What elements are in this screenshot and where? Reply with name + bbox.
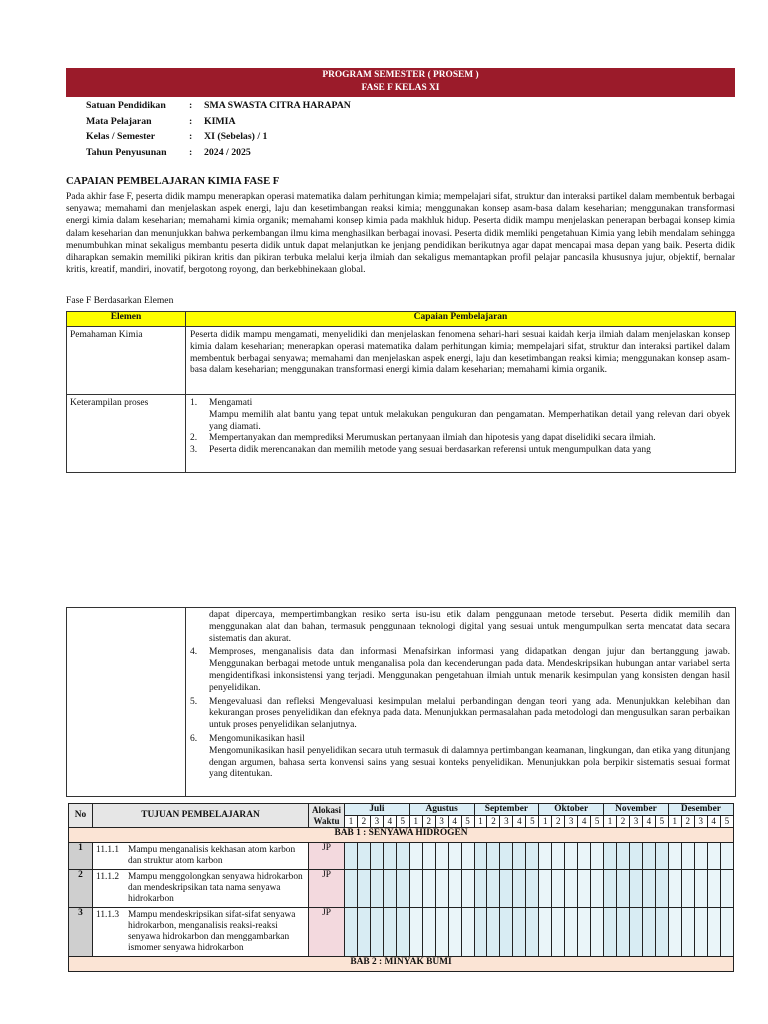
schedule-cell[interactable]	[357, 843, 370, 870]
list-number: 2.	[190, 433, 198, 444]
list-item	[190, 734, 730, 746]
schedule-cell[interactable]	[422, 908, 435, 957]
week-number: 2	[487, 816, 500, 828]
list-body: Mengomunikasikan hasil penyelidikan secara utuh termasuk di dalamnya pertimbangan keamanan, lingkungan, dan etika yang ditunjang dengan argumen, bahasa serta konvensi sains yang sesuai konteks penyelidikan. Menunjukkan pola berpikir sistematis sesuai format yang ditentukan.	[209, 745, 730, 780]
schedule-cell[interactable]	[604, 870, 617, 908]
schedule-cell[interactable]	[383, 843, 396, 870]
row-objective	[93, 908, 309, 957]
schedule-cell[interactable]	[513, 870, 526, 908]
row-alokasi: JP	[309, 870, 345, 908]
schedule-cell[interactable]	[345, 843, 358, 870]
week-number: 3	[629, 816, 642, 828]
schedule-cell[interactable]	[435, 870, 448, 908]
capaian-table	[66, 311, 736, 473]
schedule-cell[interactable]	[552, 870, 565, 908]
schedule-cell[interactable]	[591, 908, 604, 957]
schedule-cell[interactable]	[604, 843, 617, 870]
schedule-cell[interactable]	[513, 843, 526, 870]
no-header: No	[69, 804, 93, 828]
schedule-cell[interactable]	[720, 908, 733, 957]
schedule-cell[interactable]	[565, 908, 578, 957]
week-number: 1	[345, 816, 358, 828]
schedule-cell[interactable]	[604, 908, 617, 957]
schedule-cell[interactable]	[500, 908, 513, 957]
schedule-cell[interactable]	[720, 870, 733, 908]
week-number: 1	[604, 816, 617, 828]
schedule-cell[interactable]	[668, 908, 681, 957]
schedule-cell[interactable]	[461, 908, 474, 957]
identity-value: KIMIA	[204, 115, 236, 127]
identity-separator: :	[189, 131, 193, 142]
capaian-title: CAPAIAN PEMBELAJARAN KIMIA FASE F	[66, 176, 280, 187]
list-title: Memproses, menganalisis data dan informasi Menafsirkan informasi yang didapatkan dengan jujur dan bertanggung jawab. Menggunakan berbagai metode untuk menganalisa pola dan kecenderungan pada data. Mendeskripsikan hubungan antar variabel serta mengidentifkasi inkonsistensi yang terjadi. Menggunakan pengetahuan ilmiah untuk menarik kesimpulan yang konsisten dengan hasil penyelidikan.	[209, 647, 730, 693]
schedule-cell[interactable]	[422, 870, 435, 908]
week-number: 5	[655, 816, 668, 828]
row-objective	[93, 870, 309, 908]
list-number: 4.	[190, 647, 198, 658]
schedule-cell[interactable]	[435, 843, 448, 870]
schedule-cell[interactable]	[681, 908, 694, 957]
list-item	[190, 398, 730, 410]
capaian-table-continued	[66, 607, 736, 797]
document-subtitle: FASE F KELAS XI	[361, 83, 440, 93]
identity-label: Mata Pelajaran	[86, 115, 152, 127]
list-body: Mampu memilih alat bantu yang tepat untuk melakukan pengukuran dan pengamatan. Memperhatikan detail yang relevan dari obyek yang diamati.	[209, 409, 730, 432]
objective-code: 11.1.2	[96, 872, 120, 882]
month-header: September	[474, 804, 539, 816]
schedule-cell[interactable]	[409, 870, 422, 908]
schedule-cell[interactable]	[526, 908, 539, 957]
row-objective	[93, 843, 309, 870]
bab-heading: BAB 2 : MINYAK BUMI	[69, 957, 734, 972]
schedule-cell[interactable]	[474, 843, 487, 870]
schedule-cell[interactable]	[681, 843, 694, 870]
identity-separator: :	[189, 146, 193, 158]
table-row	[69, 843, 734, 870]
schedule-cell[interactable]	[642, 843, 655, 870]
week-number: 3	[500, 816, 513, 828]
schedule-cell[interactable]	[655, 908, 668, 957]
list-number: 3.	[190, 445, 198, 456]
tujuan-header: TUJUAN PEMBELAJARAN	[93, 804, 309, 828]
schedule-cell[interactable]	[409, 908, 422, 957]
month-header: November	[604, 804, 669, 816]
list-item	[190, 445, 730, 457]
schedule-cell[interactable]	[642, 870, 655, 908]
week-number: 5	[591, 816, 604, 828]
elemen-pemahaman: Pemahaman Kimia	[67, 327, 186, 395]
identity-separator: :	[189, 100, 193, 111]
week-number: 1	[539, 816, 552, 828]
document-title-banner	[66, 68, 735, 97]
schedule-cell[interactable]	[409, 843, 422, 870]
identity-row	[86, 131, 351, 147]
schedule-cell[interactable]	[707, 908, 720, 957]
schedule-cell[interactable]	[345, 870, 358, 908]
schedule-cell[interactable]	[707, 870, 720, 908]
week-number: 4	[707, 816, 720, 828]
identity-label: Kelas / Semester	[86, 131, 156, 142]
schedule-cell[interactable]	[552, 908, 565, 957]
table-row	[67, 608, 736, 797]
schedule-table	[68, 803, 734, 972]
document-title: PROGRAM SEMESTER ( PROSEM )	[322, 70, 479, 80]
week-number: 4	[513, 816, 526, 828]
schedule-cell[interactable]	[487, 870, 500, 908]
elemen-keterampilan: Keterampilan proses	[67, 395, 186, 473]
schedule-cell[interactable]	[578, 908, 591, 957]
schedule-cell[interactable]	[500, 870, 513, 908]
schedule-cell[interactable]	[357, 908, 370, 957]
schedule-cell[interactable]	[461, 843, 474, 870]
week-number: 5	[396, 816, 409, 828]
schedule-cell[interactable]	[694, 843, 707, 870]
list-title: Mengomunikasikan hasil	[209, 733, 305, 744]
list-title: Mempertanyakan dan memprediksi Merumuskan pertanyaan ilmiah dan hipotesis yang dapat diselidiki secara ilmiah.	[209, 433, 656, 444]
schedule-cell[interactable]	[357, 870, 370, 908]
alokasi-header: Alokasi Waktu	[309, 804, 345, 828]
schedule-cell[interactable]	[474, 908, 487, 957]
week-number: 5	[720, 816, 733, 828]
capaian-header: Capaian Pembelajaran	[186, 312, 736, 327]
list-number: 1.	[190, 398, 198, 408]
schedule-cell[interactable]	[383, 908, 396, 957]
identity-table	[86, 100, 351, 162]
table-row	[69, 870, 734, 908]
schedule-cell[interactable]	[617, 908, 630, 957]
identity-value: 2024 / 2025	[204, 146, 251, 158]
schedule-cell[interactable]	[383, 870, 396, 908]
schedule-cell[interactable]	[396, 908, 409, 957]
identity-separator: :	[189, 115, 193, 127]
schedule-cell[interactable]	[539, 843, 552, 870]
schedule-cell[interactable]	[370, 843, 383, 870]
month-header: Juli	[345, 804, 410, 816]
schedule-cell[interactable]	[578, 843, 591, 870]
schedule-cell[interactable]	[694, 870, 707, 908]
objective-code: 11.1.3	[96, 910, 120, 920]
week-number: 2	[617, 816, 630, 828]
schedule-cell[interactable]	[526, 870, 539, 908]
schedule-cell[interactable]	[500, 843, 513, 870]
week-number: 2	[357, 816, 370, 828]
row-number: 1	[69, 843, 93, 870]
schedule-cell[interactable]	[668, 843, 681, 870]
week-number: 1	[474, 816, 487, 828]
list-number: 6.	[190, 733, 198, 744]
table-row	[69, 908, 734, 957]
month-header: Agustus	[409, 804, 474, 816]
schedule-cell[interactable]	[487, 843, 500, 870]
objective-text: Mampu mendeskripsikan sifat-sifat senyawa hidrokarbon, menganalisis reaksi-reaksi senyawa hidrokarbon dan menggambarkan ismomer senyawa hidrokarbon	[128, 910, 296, 953]
week-number: 2	[422, 816, 435, 828]
capaian-paragraph: Pada akhir fase F, peserta didik mampu menerapkan operasi matematika dalam perhitungan kimia; mempelajari sifat, struktur dan interaksi partikel dalam membentuk berbagai senyawa; memahami dan menjelaskan aspek energi, laju dan kesetimbangan reaksi kimia; menggunakan konsep asam-basa dalam keseharian; menggunakan transformasi energi kimia dalam keseharian; memahami kimia organik; memahami konsep kimia pada makhluk hidup. Peserta didik mampu menjelaskan penerapan berbagai konsep kimia dalam keseharian dan menunjukkan bahwa perkembangan ilmu kima menghasilkan berbagai inovasi. Peserta didik memliki pengetahuan Kimia yang lebih mendalam sehingga menumbuhkan minat sekaligus membantu peserta didik untuk dapat melanjutkan ke jenjang pendidikan berikutnya agar dapat mencapai masa depan yang baik. Peserta didik diharapkan semakin memiliki pikiran kritis dan pikiran terbuka melalui kerja ilmiah dan sekaligus memantapkan profil pelajar pancasila khususnya jujur, objektif, bernalar kritis, kreatif, mandiri, inovatif, bergotong royong, dan berkebhinekaan global.	[66, 192, 735, 276]
schedule-cell[interactable]	[526, 843, 539, 870]
schedule-cell[interactable]	[681, 870, 694, 908]
schedule-cell[interactable]	[552, 843, 565, 870]
week-number: 3	[435, 816, 448, 828]
identity-row	[86, 100, 351, 116]
elemen-header: Elemen	[67, 312, 186, 327]
schedule-cell[interactable]	[435, 908, 448, 957]
week-number: 3	[370, 816, 383, 828]
schedule-cell[interactable]	[461, 870, 474, 908]
identity-row	[86, 147, 351, 163]
schedule-cell[interactable]	[655, 843, 668, 870]
schedule-cell[interactable]	[720, 843, 733, 870]
list-item	[190, 697, 730, 732]
schedule-cell[interactable]	[591, 870, 604, 908]
list-title: Mengevaluasi dan refleksi Mengevaluasi kesimpulan melalui perbandingan dengan teori yang ada. Menunjukkan kelebihan dan kekurangan proses penyelidikan dan efeknya pada data. Menunjukkan permasalahan pada metodologi dan mengusulkan saran perbaikan untuk proses penyelidikan selanjutnya.	[209, 696, 730, 731]
schedule-cell[interactable]	[370, 870, 383, 908]
week-number: 5	[526, 816, 539, 828]
fase-label: Fase F Berdasarkan Elemen	[66, 295, 174, 306]
capaian-keterampilan-part1	[186, 395, 736, 473]
schedule-cell[interactable]	[591, 843, 604, 870]
schedule-cell[interactable]	[474, 870, 487, 908]
schedule-cell[interactable]	[448, 908, 461, 957]
list-body: dapat dipercaya, mempertimbangkan resiko serta isu-isu etik dalam penggunaan metode tersebut. Peserta didik memilih dan menggunakan alat dan bahan, termasuk penggunaan teknologi digital yang sesuai untuk mengumpulkan serta mencatat data secara sistematis dan akurat.	[209, 610, 730, 644]
objective-code: 11.1.1	[96, 845, 120, 855]
schedule-cell[interactable]	[513, 908, 526, 957]
week-number: 4	[642, 816, 655, 828]
schedule-cell[interactable]	[578, 870, 591, 908]
identity-row	[86, 116, 351, 132]
table-row	[67, 327, 736, 395]
capaian-pemahaman: Peserta didik mampu mengamati, menyelidiki dan menjelaskan fenomena sehari-hari sesuai kaidah kerja ilmiah dalam menjelaskan konsep kimia dalam keseharian; menerapkan operasi matematika dalam perhitungan kimia; mempelajari sifat, struktur dan interaksi partikel dalam membentuk berbagai senyawa; memahami dan menjelaskan aspek energi, laju dan kesetimbangan reaksi kimia; menggunakan konsep asam-basa dalam keseharian; menggunakan transformasi energi kimia dalam keseharian; memahami kimia organik.	[186, 327, 736, 395]
identity-value: SMA SWASTA CITRA HARAPAN	[204, 100, 351, 111]
schedule-cell[interactable]	[448, 870, 461, 908]
list-title: Mengamati	[209, 398, 253, 408]
week-number: 4	[383, 816, 396, 828]
schedule-cell[interactable]	[539, 870, 552, 908]
week-number: 2	[681, 816, 694, 828]
month-header: Desember	[668, 804, 733, 816]
list-title: Peserta didik merencanakan dan memilih metode yang sesuai berdasarkan referensi untuk mengumpulkan data yang	[209, 445, 651, 456]
schedule-cell[interactable]	[370, 908, 383, 957]
schedule-cell[interactable]	[642, 908, 655, 957]
week-number: 3	[565, 816, 578, 828]
schedule-cell[interactable]	[565, 870, 578, 908]
capaian-keterampilan-part2	[186, 608, 736, 797]
row-alokasi: JP	[309, 908, 345, 957]
schedule-cell[interactable]	[655, 870, 668, 908]
week-number: 1	[409, 816, 422, 828]
schedule-cell[interactable]	[668, 870, 681, 908]
bab-heading: BAB 1 : SENYAWA HIDROGEN	[69, 828, 734, 843]
schedule-cell[interactable]	[345, 908, 358, 957]
month-header: Oktober	[539, 804, 604, 816]
objective-text: Mampu menggolongkan senyawa hidrokarbon dan mendeskripsikan tata nama senyawa hidrokarbon	[128, 872, 303, 904]
elemen-empty	[67, 608, 186, 797]
schedule-cell[interactable]	[487, 908, 500, 957]
week-number: 5	[461, 816, 474, 828]
schedule-cell[interactable]	[629, 870, 642, 908]
schedule-cell[interactable]	[396, 843, 409, 870]
schedule-cell[interactable]	[617, 843, 630, 870]
schedule-cell[interactable]	[539, 908, 552, 957]
identity-label: Tahun Penyusunan	[86, 146, 167, 158]
row-number: 3	[69, 908, 93, 957]
schedule-cell[interactable]	[629, 908, 642, 957]
week-number: 3	[694, 816, 707, 828]
identity-label: Satuan Pendidikan	[86, 100, 166, 111]
schedule-cell[interactable]	[448, 843, 461, 870]
schedule-cell[interactable]	[617, 870, 630, 908]
schedule-cell[interactable]	[707, 843, 720, 870]
week-number: 4	[578, 816, 591, 828]
objective-text: Mampu menganalisis kekhasan atom karbon dan struktur atom karbon	[128, 845, 296, 866]
week-number: 4	[448, 816, 461, 828]
list-number: 5.	[190, 696, 198, 707]
list-item	[190, 647, 730, 694]
schedule-cell[interactable]	[422, 843, 435, 870]
row-alokasi: JP	[309, 843, 345, 870]
schedule-cell[interactable]	[629, 843, 642, 870]
identity-value: XI (Sebelas) / 1	[204, 131, 268, 142]
schedule-cell[interactable]	[565, 843, 578, 870]
schedule-cell[interactable]	[694, 908, 707, 957]
list-item	[190, 433, 730, 445]
week-number: 1	[668, 816, 681, 828]
week-number: 2	[552, 816, 565, 828]
table-row	[67, 395, 736, 473]
row-number: 2	[69, 870, 93, 908]
schedule-cell[interactable]	[396, 870, 409, 908]
